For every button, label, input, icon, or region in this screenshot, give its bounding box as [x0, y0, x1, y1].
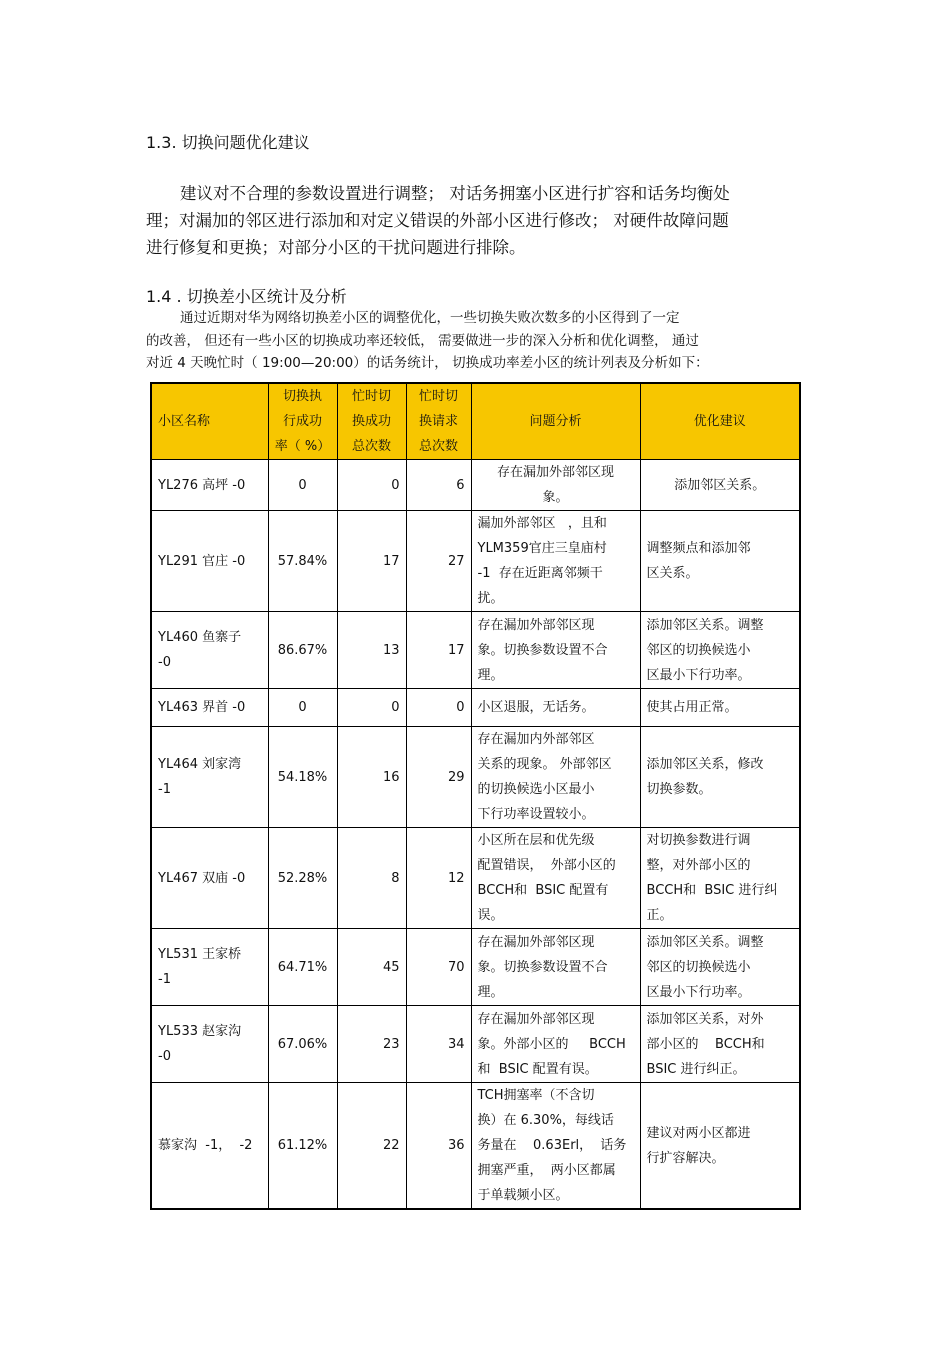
cell-line: 象。切换参数设置不合	[477, 959, 608, 975]
cell-line: 存在漏加外部邻区现	[477, 617, 595, 633]
header-line: 行成功	[282, 414, 322, 429]
section-1-3-paragraph	[146, 180, 806, 261]
cell-rate: 86.67%	[268, 612, 337, 689]
cell-rate: 61.12%	[268, 1083, 337, 1210]
cell-name	[151, 828, 268, 929]
cell-analysis	[471, 1006, 640, 1083]
cell-analysis	[471, 727, 640, 828]
header-line: 总次数	[418, 439, 458, 454]
cell-name	[151, 612, 268, 689]
cell-line: 漏加外部邻区 ，且和	[477, 516, 607, 531]
cell-name	[151, 689, 268, 727]
table-header-row	[151, 383, 800, 460]
cell-requests: 12	[406, 828, 471, 929]
cell-suggestion	[640, 1006, 800, 1083]
cell-analysis	[471, 689, 640, 727]
header-cell-success	[337, 383, 406, 460]
cell-line: 区最小下行功率。	[646, 984, 751, 1000]
table-row	[151, 689, 800, 727]
cell-line: YL460 鱼寨子	[158, 630, 242, 645]
cell-line: 小区退服，无话务。	[477, 700, 595, 715]
cell-line: 添加邻区关系。	[674, 477, 766, 493]
cell-requests: 17	[406, 612, 471, 689]
cell-requests: 6	[406, 460, 471, 511]
cell-name	[151, 1006, 268, 1083]
cell-line: 换）在 6.30%，每线话	[477, 1113, 614, 1128]
header-cell-requests	[406, 383, 471, 460]
cell-line: -0	[158, 1049, 171, 1064]
cell-line: YL276 高坪 -0	[158, 477, 246, 493]
cell-line: 和 BSIC 配置有误。	[477, 1061, 598, 1077]
cell-suggestion	[640, 460, 800, 511]
cell-suggestion	[640, 612, 800, 689]
table-row	[151, 727, 800, 828]
cell-analysis	[471, 929, 640, 1006]
paragraph-line: 理；对漏加的邻区进行添加和对定义错误的外部小区进行修改； 对硬件故障问题	[146, 211, 729, 230]
paragraph-line: 的改善， 但还有一些小区的切换成功率还较低， 需要做进一步的深入分析和优化调整， 通过	[146, 332, 699, 349]
cell-line: 存在漏加外部邻区现	[477, 934, 595, 950]
cell-line: 部小区的 BCCH和	[646, 1036, 765, 1052]
cell-name	[151, 929, 268, 1006]
table-row	[151, 929, 800, 1006]
cell-requests: 29	[406, 727, 471, 828]
cell-line: 象。	[542, 490, 569, 505]
cell-line: YL533 赵家沟	[158, 1024, 242, 1039]
cell-line: 存在漏加外部邻区现	[496, 465, 614, 480]
cell-line: 调整频点和添加邻	[646, 541, 751, 556]
cell-line: 扰。	[477, 591, 504, 606]
header-cell-suggestion: 优化建议	[640, 383, 800, 460]
cell-success: 0	[337, 460, 406, 511]
cell-line: 正。	[646, 908, 673, 923]
header-cell-analysis: 问题分析	[471, 383, 640, 460]
cell-line: YL464 刘家湾	[158, 757, 242, 772]
cell-success: 45	[337, 929, 406, 1006]
cell-line: TCH拥塞率（不含切	[477, 1088, 595, 1103]
cell-line: 建议对两小区都进	[646, 1125, 751, 1141]
cell-success: 13	[337, 612, 406, 689]
cell-success: 0	[337, 689, 406, 727]
paragraph-line: 对近 4 天晚忙时（ 19:00—20:00）的话务统计， 切换成功率差小区的统计列表及分析如下：	[146, 355, 709, 371]
cell-line: 邻区的切换候选小	[646, 642, 751, 658]
cell-suggestion	[640, 689, 800, 727]
cell-line: YL463 界首 -0	[158, 700, 246, 715]
section-1-3-title: 1.3. 切换问题优化建议	[146, 133, 310, 152]
cell-line: YL291 官庄 -0	[158, 553, 246, 569]
cell-line: 区最小下行功率。	[646, 667, 751, 683]
table-body	[151, 460, 800, 1210]
cell-line: 拥塞严重， 两小区都属	[477, 1163, 616, 1178]
cell-line: 使其占用正常。	[646, 700, 738, 715]
cell-line: 务量在 0.63Erl， 话务	[477, 1138, 627, 1153]
cell-line: 邻区的切换候选小	[646, 959, 751, 975]
cell-line: 添加邻区关系，对外	[646, 1011, 764, 1027]
table-row	[151, 460, 800, 511]
cell-requests: 36	[406, 1083, 471, 1210]
cell-rate: 67.06%	[268, 1006, 337, 1083]
cell-line: -1 存在近距离邻频干	[477, 566, 603, 581]
cell-name	[151, 460, 268, 511]
cell-line: -0	[158, 655, 171, 670]
table-row	[151, 612, 800, 689]
cell-line: 理。	[477, 984, 504, 1000]
paragraph-line: 通过近期对华为网络切换差小区的调整优化，一些切换失败次数多的小区得到了一定	[180, 310, 680, 326]
cell-line: 小区所在层和优先级	[477, 833, 595, 848]
section-1-4-title: 1.4 . 切换差小区统计及分析	[146, 287, 347, 306]
cell-success: 16	[337, 727, 406, 828]
cell-line: YLM359官庄三皇庙村	[477, 541, 607, 556]
cell-name	[151, 1083, 268, 1210]
cell-success: 22	[337, 1083, 406, 1210]
cell-rate: 52.28%	[268, 828, 337, 929]
cell-suggestion	[640, 1083, 800, 1210]
cell-line: BSIC 进行纠正。	[646, 1061, 746, 1077]
cell-line: 的切换候选小区最小	[477, 782, 595, 797]
section-1-4-paragraph	[146, 307, 806, 375]
cell-line: 切换参数。	[646, 782, 712, 797]
cell-success: 8	[337, 828, 406, 929]
cell-line: BCCH和 BSIC 进行纠	[646, 883, 778, 898]
cell-line: 添加邻区关系。调整	[646, 934, 764, 950]
cell-rate: 0	[268, 689, 337, 727]
cell-line: YL531 王家桥	[158, 947, 242, 962]
cell-line: 象。切换参数设置不合	[477, 642, 608, 658]
cell-line: 对切换参数进行调	[646, 833, 751, 848]
cell-suggestion	[640, 511, 800, 612]
cell-line: 理。	[477, 667, 504, 683]
cell-suggestion	[640, 828, 800, 929]
cell-line: 下行功率设置较小。	[477, 807, 595, 822]
cell-suggestion	[640, 727, 800, 828]
cell-rate: 64.71%	[268, 929, 337, 1006]
cell-suggestion	[640, 929, 800, 1006]
cell-requests: 70	[406, 929, 471, 1006]
header-line: 换成功	[351, 414, 391, 429]
table-row	[151, 1006, 800, 1083]
cell-line: BCCH和 BSIC 配置有	[477, 883, 609, 898]
cell-line: 于单载频小区。	[477, 1188, 569, 1203]
header-cell-name: 小区名称	[151, 383, 268, 460]
cell-line: 行扩容解决。	[646, 1150, 725, 1166]
table-row	[151, 511, 800, 612]
cell-line: 添加邻区关系。调整	[646, 617, 764, 633]
header-line: 忙时切	[418, 389, 458, 404]
cell-line: 误。	[477, 908, 504, 923]
header-line: 总次数	[351, 439, 391, 454]
stats-table	[150, 382, 801, 1210]
cell-name	[151, 727, 268, 828]
cell-name	[151, 511, 268, 612]
cell-line: 关系的现象。 外部邻区	[477, 757, 612, 772]
header-cell-rate	[268, 383, 337, 460]
cell-analysis	[471, 1083, 640, 1210]
cell-rate: 57.84%	[268, 511, 337, 612]
cell-success: 17	[337, 511, 406, 612]
paragraph-line: 进行修复和更换；对部分小区的干扰问题进行排除。	[146, 238, 526, 257]
table-row	[151, 1083, 800, 1210]
header-line: 换请求	[418, 414, 458, 429]
cell-line: 存在漏加内外部邻区	[477, 732, 595, 747]
cell-line: -1	[158, 972, 171, 987]
cell-line: YL467 双庙 -0	[158, 870, 246, 886]
cell-line: 慕家沟 -1， -2	[158, 1138, 253, 1153]
header-line: 切换执	[282, 389, 322, 404]
cell-line: 存在漏加外部邻区现	[477, 1011, 595, 1027]
cell-line: 添加邻区关系，修改	[646, 757, 764, 772]
cell-line: 整，对外部小区的	[646, 858, 751, 873]
cell-analysis	[471, 612, 640, 689]
paragraph-line: 建议对不合理的参数设置进行调整； 对话务拥塞小区进行扩容和话务均衡处	[180, 184, 730, 203]
cell-requests: 34	[406, 1006, 471, 1083]
cell-line: 象。外部小区的 BCCH	[477, 1036, 626, 1052]
cell-success: 23	[337, 1006, 406, 1083]
cell-analysis	[471, 511, 640, 612]
header-line: 忙时切	[351, 389, 391, 404]
header-line: 率（ %）	[274, 439, 331, 454]
table-row	[151, 828, 800, 929]
cell-line: 配置错误， 外部小区的	[477, 858, 616, 873]
cell-rate: 0	[268, 460, 337, 511]
cell-rate: 54.18%	[268, 727, 337, 828]
cell-requests: 0	[406, 689, 471, 727]
cell-requests: 27	[406, 511, 471, 612]
cell-line: -1	[158, 782, 171, 797]
cell-line: 区关系。	[646, 566, 699, 581]
cell-analysis	[471, 460, 640, 511]
cell-analysis	[471, 828, 640, 929]
